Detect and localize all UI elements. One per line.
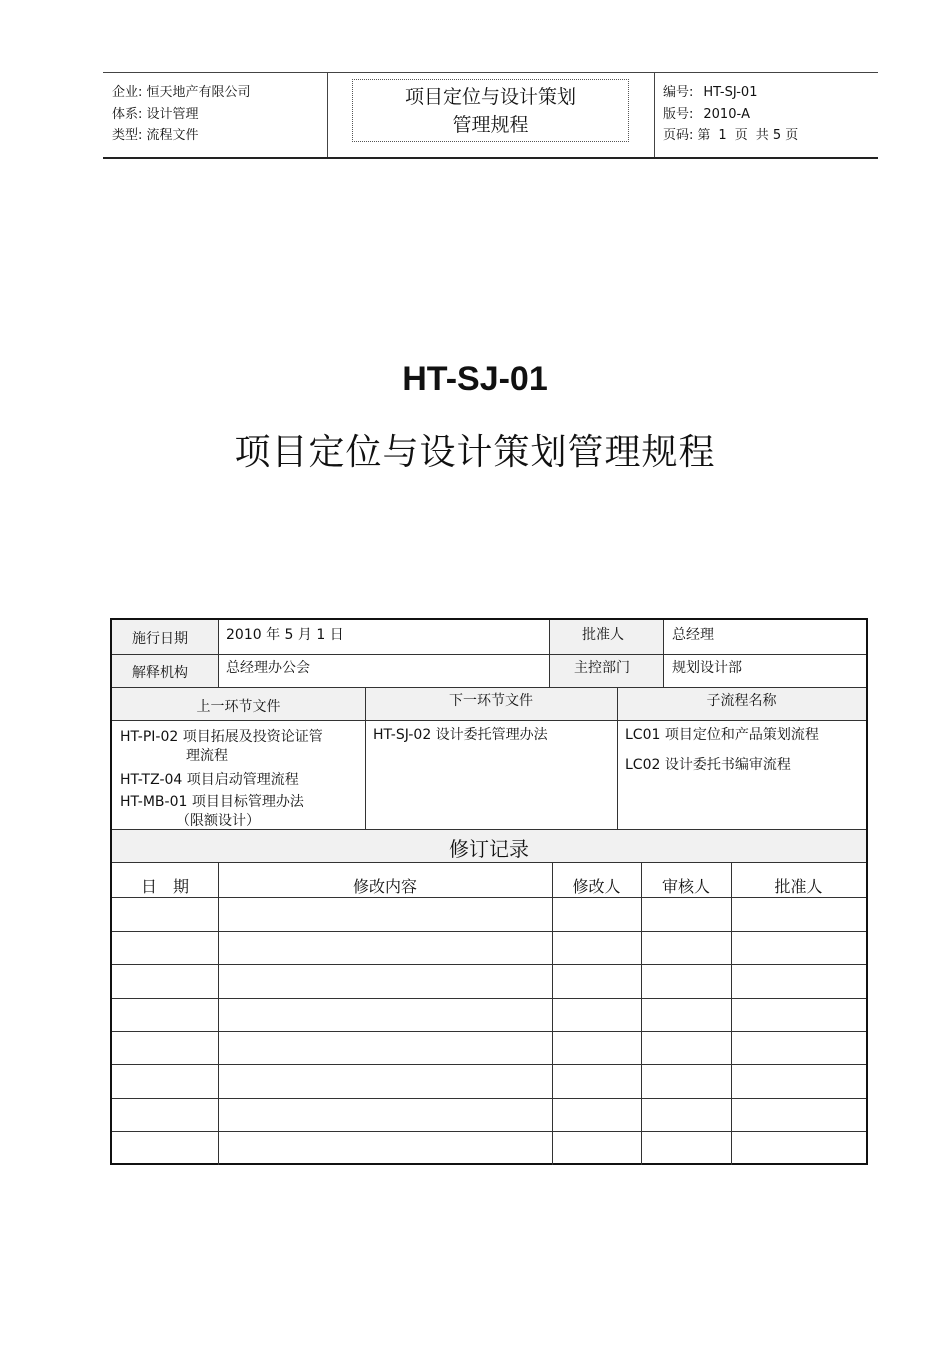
subprocess-item: LC01 项目定位和产品策划流程 bbox=[625, 727, 819, 743]
col-line bbox=[731, 863, 732, 1165]
revision-col-date: 日 期 bbox=[140, 877, 189, 896]
effective-date-value: 2010 年 5 月 1 日 bbox=[226, 627, 344, 643]
dept-value: 规划设计部 bbox=[672, 660, 742, 676]
page-number: 1 bbox=[718, 128, 727, 143]
revision-col-editor: 修改人 bbox=[572, 877, 621, 896]
row-line bbox=[112, 931, 866, 932]
prev-file-item-cont: （限额设计） bbox=[176, 813, 260, 829]
info-table bbox=[110, 618, 868, 1165]
document-main-title: 项目定位与设计策划管理规程 bbox=[234, 432, 716, 473]
col-line bbox=[641, 863, 642, 1165]
col-line bbox=[218, 863, 219, 1165]
col-line bbox=[663, 620, 664, 688]
revision-col-approver: 批准人 bbox=[774, 877, 823, 896]
row-line bbox=[112, 1031, 866, 1032]
header-divider-right bbox=[654, 73, 655, 157]
col-line bbox=[552, 863, 553, 1165]
dept-label: 主控部门 bbox=[574, 660, 630, 676]
row-line bbox=[112, 964, 866, 965]
row-line bbox=[112, 720, 866, 721]
header-title-line2: 管理规程 bbox=[452, 114, 529, 136]
prev-file-item: HT-PI-02 项目拓展及投资论证管 bbox=[120, 729, 323, 745]
document-code-title: HT-SJ-01 bbox=[402, 360, 548, 398]
row-line bbox=[112, 862, 866, 863]
revision-record-title: 修订记录 bbox=[449, 837, 529, 861]
version-row: 版号: 2010-A bbox=[663, 106, 751, 122]
company-row: 企业: 恒天地产有限公司 bbox=[112, 85, 251, 100]
type-name: 流程文件 bbox=[146, 128, 199, 143]
system-name: 设计管理 bbox=[146, 106, 199, 122]
header-bottom-rule bbox=[103, 157, 878, 159]
row-line bbox=[112, 1098, 866, 1099]
page-row: 页码: 第 1 页 共 5 页 bbox=[663, 128, 799, 143]
header-title-box bbox=[352, 79, 629, 142]
row-line bbox=[112, 1131, 866, 1132]
doc-version: 2010-A bbox=[703, 106, 751, 122]
prev-file-item: HT-MB-01 项目目标管理办法 bbox=[120, 794, 304, 810]
row-line bbox=[112, 654, 866, 655]
approver-value: 总经理 bbox=[672, 627, 714, 643]
revision-col-reviewer: 审核人 bbox=[661, 877, 710, 896]
interpreter-label: 解释机构 bbox=[132, 665, 188, 681]
next-file-header: 下一环节文件 bbox=[449, 693, 533, 709]
col-line bbox=[549, 620, 550, 688]
doc-code: HT-SJ-01 bbox=[703, 85, 758, 100]
row-line bbox=[112, 897, 866, 898]
system-row: 体系: 设计管理 bbox=[112, 106, 199, 122]
next-file-item: HT-SJ-02 设计委托管理办法 bbox=[373, 727, 548, 743]
header-title-line1: 项目定位与设计策划 bbox=[404, 86, 576, 108]
prev-file-item: HT-TZ-04 项目启动管理流程 bbox=[120, 772, 299, 788]
type-row: 类型: 流程文件 bbox=[112, 128, 199, 143]
row-line bbox=[112, 998, 866, 999]
subprocess-item: LC02 设计委托书编审流程 bbox=[625, 757, 791, 773]
subprocess-header: 子流程名称 bbox=[706, 693, 777, 709]
prev-file-header: 上一环节文件 bbox=[196, 699, 281, 715]
header-top-rule bbox=[103, 72, 878, 73]
effective-date-label: 施行日期 bbox=[132, 631, 188, 647]
header-meta-left bbox=[112, 82, 251, 147]
row-line bbox=[112, 1064, 866, 1065]
revision-col-content: 修改内容 bbox=[352, 877, 417, 896]
header-divider-left bbox=[327, 73, 328, 157]
approver-label: 批准人 bbox=[582, 627, 624, 643]
company-name: 恒天地产有限公司 bbox=[146, 85, 251, 100]
row-line bbox=[112, 687, 866, 688]
header-meta-right bbox=[663, 82, 806, 147]
page-total: 共 5 页 bbox=[755, 128, 799, 143]
col-line bbox=[218, 620, 219, 688]
interpreter-value: 总经理办公会 bbox=[226, 660, 310, 676]
prev-file-item-cont: 理流程 bbox=[186, 748, 228, 764]
code-row: 编号: HT-SJ-01 bbox=[663, 85, 758, 100]
